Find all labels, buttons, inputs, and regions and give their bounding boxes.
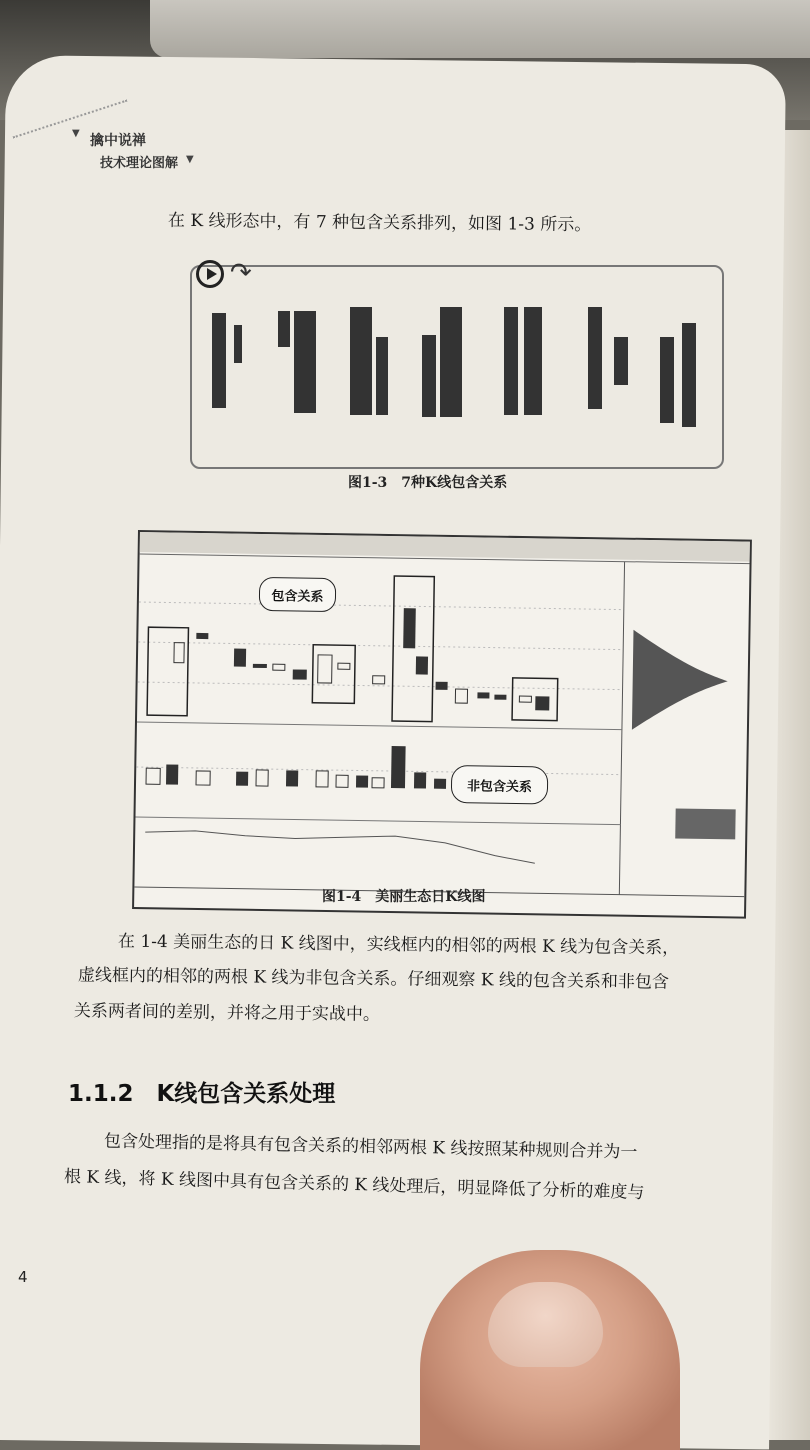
candle [350, 307, 372, 415]
candle [376, 337, 388, 415]
candle [504, 307, 518, 415]
header-series-title: 擒中说禅 [90, 133, 146, 149]
curved-arrow-icon: ↷ [230, 258, 252, 288]
section-line-1: 包含处理指的是将具有包含关系的相邻两根 K 线按照某种规则合并为一 [103, 1131, 638, 1163]
candle [234, 325, 242, 363]
body-line-3: 关系两者间的差别，并将之用于实战中。 [73, 1001, 381, 1025]
triangle-icon: ▼ [72, 128, 80, 139]
figure-1-4-kline-chart [132, 530, 752, 919]
body-line-2: 虚线框内的相邻的两根 K 线为非包含关系。仔细观察 K 线的包含关系和非包含 [77, 965, 670, 993]
callout-non-inclusion: 非包含关系 [451, 765, 549, 805]
candle [422, 335, 436, 417]
candle [278, 311, 290, 347]
figure-1-4-caption: 图1-4 美丽生态日K线图 [322, 889, 486, 905]
candle [660, 337, 674, 423]
kline-chart-drawing [134, 532, 750, 917]
page-number: 4 [18, 1268, 28, 1286]
section-line-2: 根 K 线，将 K 线图中具有包含关系的 K 线处理后，明显降低了分析的难度与 [63, 1166, 645, 1204]
candle [588, 307, 602, 409]
section-heading: 1.1.2 K线包含关系处理 [68, 1081, 336, 1107]
candle [294, 311, 316, 413]
candle [682, 323, 696, 427]
thumbnail [488, 1282, 603, 1367]
candle [614, 337, 628, 385]
header-book-title: 技术理论图解 [100, 156, 179, 171]
intro-text: 在 K 线形态中，有 7 种包含关系排列，如图 1-3 所示。 [167, 210, 592, 236]
callout-inclusion: 包含关系 [259, 577, 337, 612]
candle [440, 307, 462, 417]
figure-1-3-candles [190, 265, 720, 465]
figure-1-3-caption: 图1-3 7种K线包含关系 [348, 475, 508, 491]
candle [212, 313, 226, 408]
body-line-1: 在 1-4 美丽生态的日 K 线图中，实线框内的相邻的两根 K 线为包含关系， [117, 931, 680, 959]
triangle-icon: ▼ [186, 154, 194, 165]
candle [524, 307, 542, 415]
laptop-edge [150, 0, 810, 58]
